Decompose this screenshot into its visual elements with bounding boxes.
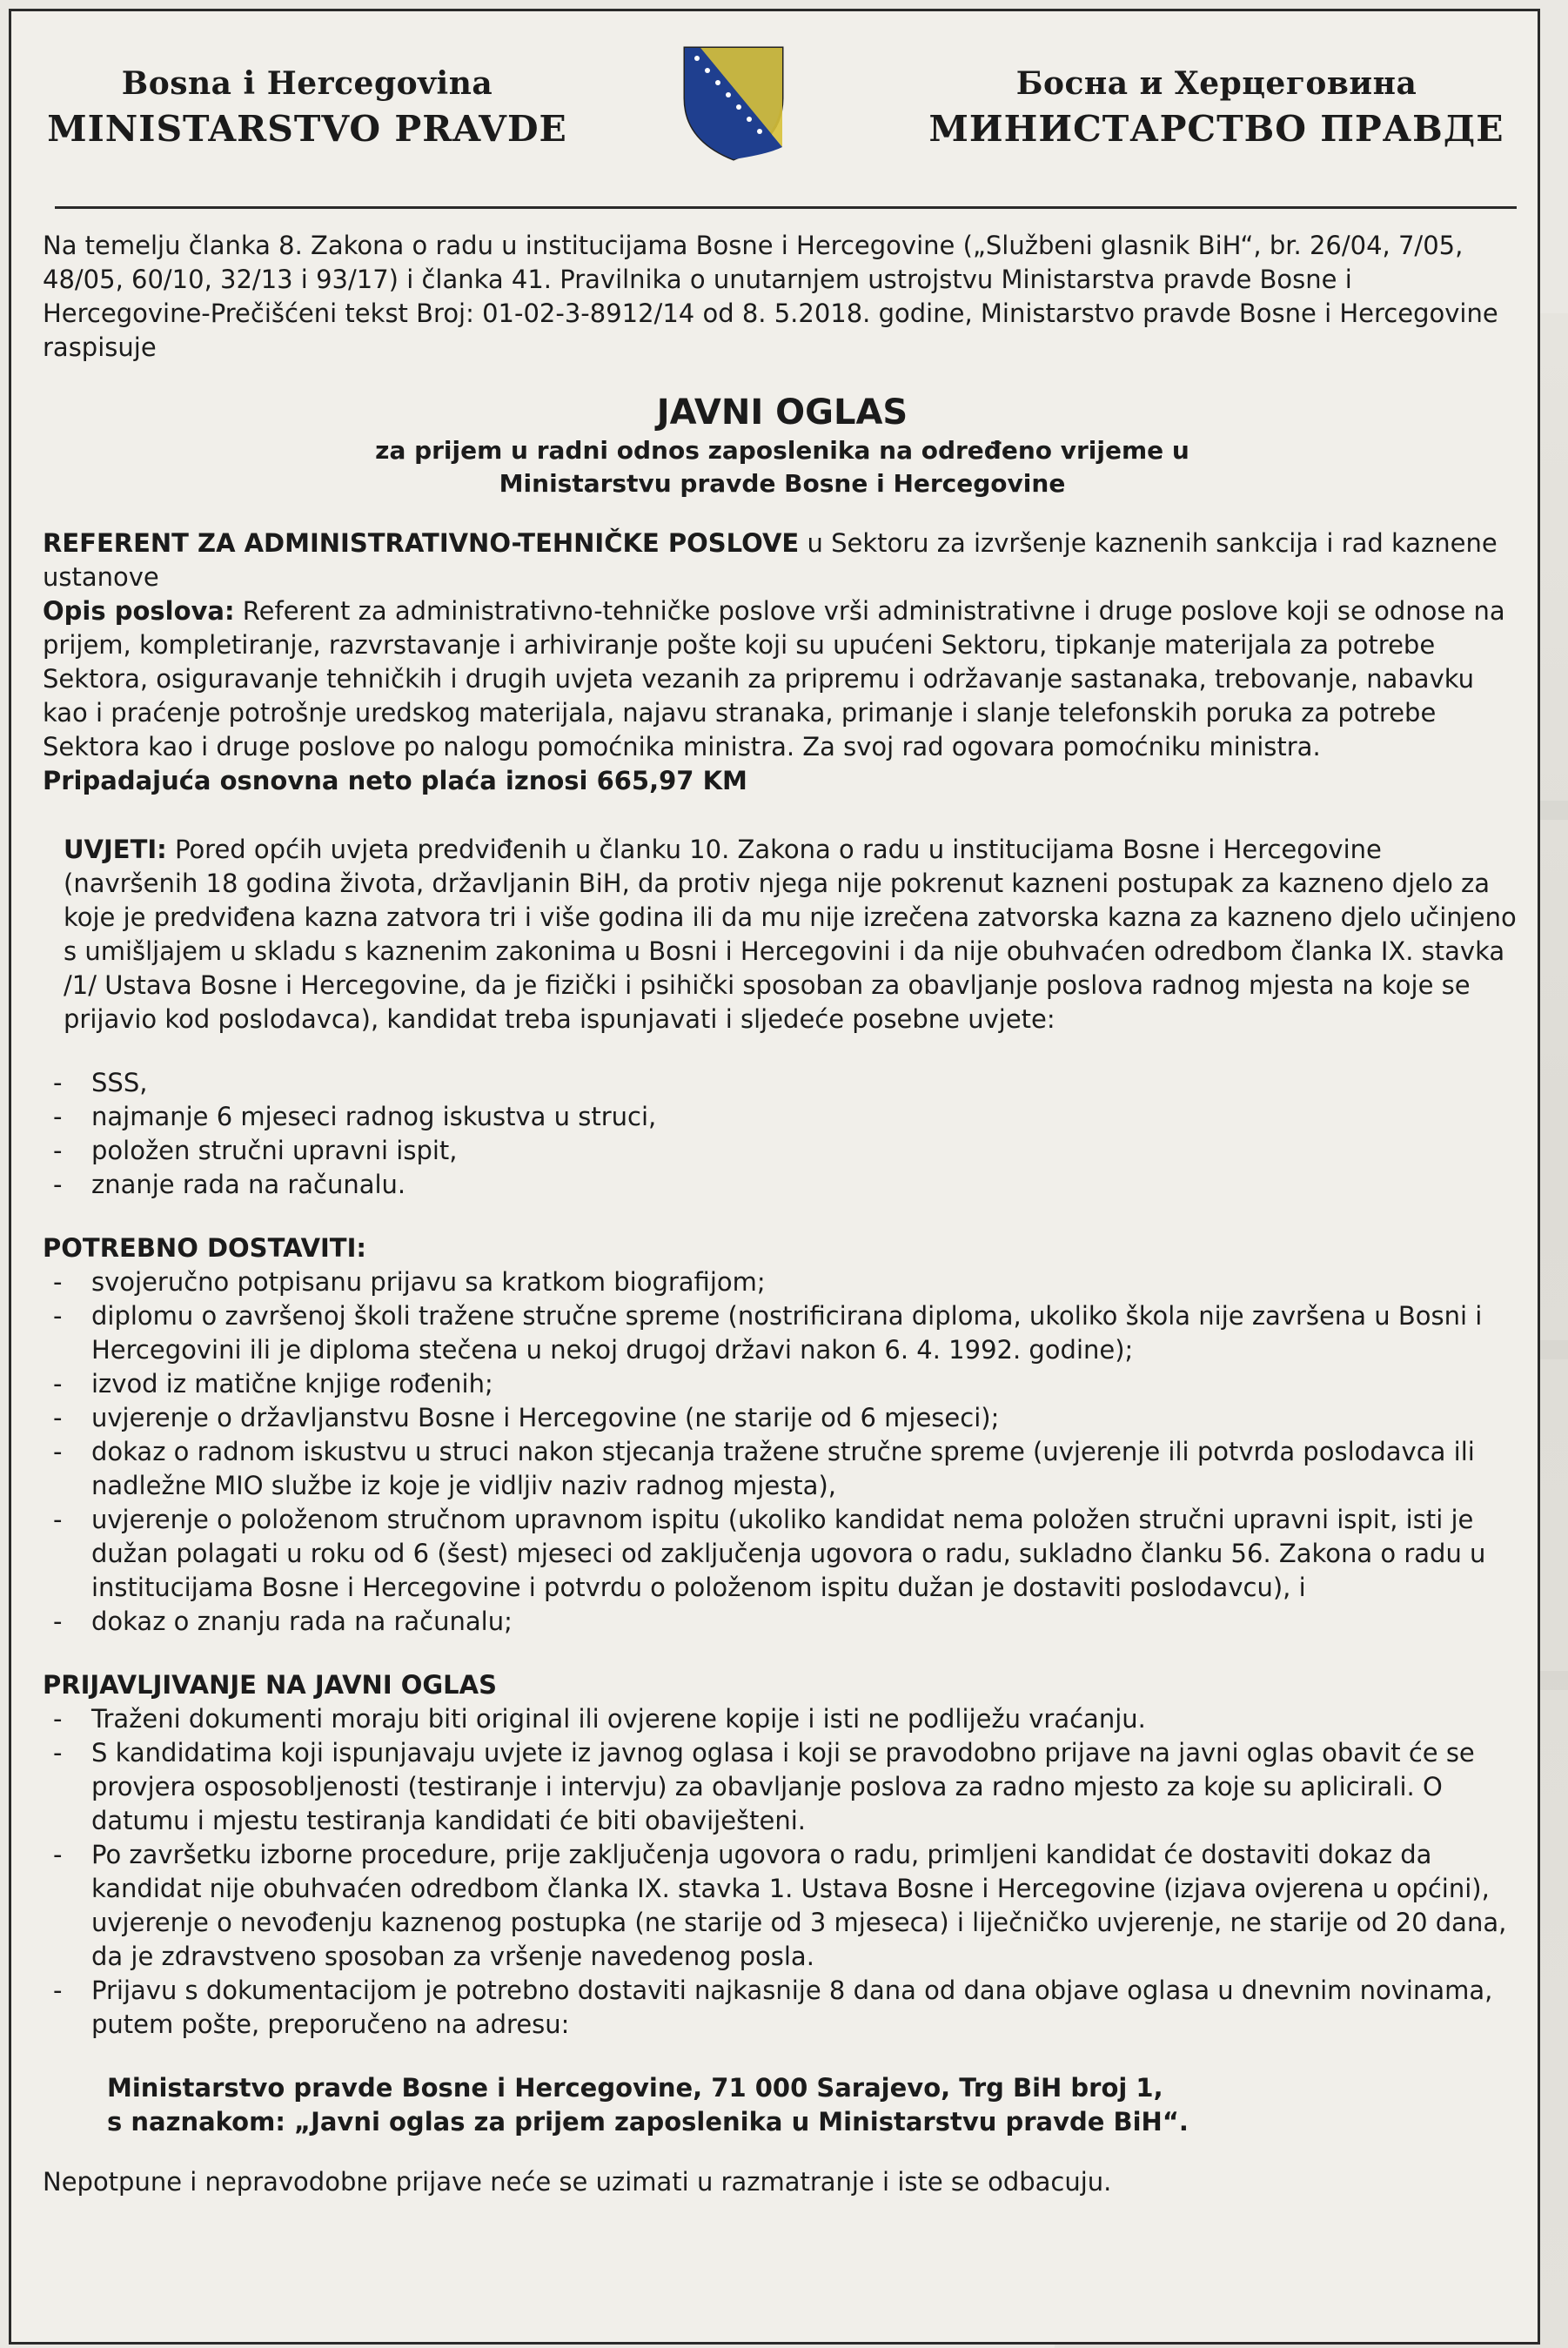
country-name-latin: Bosna i Hercegovina: [121, 65, 493, 102]
list-item: - svojeručno potpisanu prijavu sa kratkom biografijom;: [43, 1265, 1522, 1299]
job-notice: [9, 9, 1540, 2345]
list-item: - najmanje 6 mjeseci radnog iskustva u struci,: [43, 1100, 1522, 1134]
list-item: - uvjerenje o državljanstvu Bosne i Hercegovine (ne starije od 6 mjeseci);: [43, 1401, 1522, 1435]
intro-paragraph: Na temelju članka 8. Zakona o radu u institucijama Bosne i Hercegovine („Službeni glasnik BiH“, br. 26/04, 7/05, 48/05, 60/10, 32/13 i 93/17) i članka 41. Pravilnika o unutarnjem ustrojstvu Ministarstva pravde Bosne i Hercegovine-Prečišćeni tekst Broj: 01-02-3-8912/14 od 8. 5.2018. godine, Ministarstvo pravde Bosne i Hercegovine raspisuje: [43, 231, 1498, 362]
list-item: - diplomu o završenoj školi tražene stručne spreme (nostrificirana diploma, ukoliko škola nije završena u Bosni i Hercegovini ili je diploma stečena u nekoj drugoj državi nakon 6. 4. 1992. godine);: [43, 1299, 1522, 1367]
list-item: - dokaz o radnom iskustvu u struci nakon stjecanja tražene stručne spreme (uvjerenje ili potvrda poslodavca ili nadležne MIO službe iz koje je vidljiv naziv radnog mjesta),: [43, 1435, 1522, 1503]
notice-body: [43, 229, 1522, 2199]
requirements-paragraph: [43, 833, 1522, 1036]
envelope-marking: s naznakom: „Javni oglas za prijem zaposlenika u Ministarstvu pravde BiH“.: [107, 2107, 1189, 2137]
application-list: [43, 1702, 1522, 2042]
position-department: u Sektoru za izvršenje kaznenih sankcija i rad kaznene ustanove: [43, 528, 1498, 592]
position-name: REFERENT ZA ADMINISTRATIVNO-TEHNIČKE POSLOVE: [43, 528, 800, 558]
requirements-text: Pored općih uvjeta predviđenih u članku 10. Zakona o radu u institucijama Bosne i Hercegovine (navršenih 18 godina života, državljanin BiH, da protiv njega nije pokrenut kazneni postupak za kazneno djelo za koje je predviđena kazna zatvora tri i više godina ili da mu nije izrečena zatvorska kazna za kazneno djelo učinjeno s umišljajem u skladu s kaznenim zakonima u Bosni i Hercegovini i da nije obuhvaćen odredbom članka IX. stavka /1/ Ustava Bosne i Hercegovine, da je fizički i psihički sposoban za obavljanje poslova radnog mjesta na koje se prijavio kod poslodavca), kandidat treba ispunjavati i sljedeće posebne uvjete:: [64, 835, 1517, 1034]
list-item: - izvod iz matične knjige rođenih;: [43, 1367, 1522, 1401]
list-item: - SSS,: [43, 1066, 1522, 1100]
documents-heading: POTREBNO DOSTAVITI:: [43, 1233, 366, 1263]
job-description-text: Referent za administrativno-tehničke poslove vrši administrativne i druge poslove koji se odnose na prijem, kompletiranje, razvrstavanje i arhiviranje pošte koji su upućeni Sektoru, tipkanje materijala za potrebe Sektora, osiguravanje tehničkih i drugih uvjeta vezanih za pripremu i održavanje sastanaka, trebovanje, nabavku kao i praćenje potrošnje uredskog materijala, najavu stranaka, primanje i slanje telefonskih poruka za potrebe Sektora kao i druge poslove po nalogu pomoćnika ministra. Za svoj rad ogovara pomoćniku ministra.: [43, 596, 1505, 761]
country-name-cyrillic: Босна и Херцеговина: [1015, 65, 1417, 102]
list-item: - znanje rada na računalu.: [43, 1168, 1522, 1202]
salary-line: Pripadajuća osnovna neto plaća iznosi 665,97 KM: [43, 766, 747, 795]
list-item: - Traženi dokumenti moraju biti original ili ovjerene kopije i isti ne podliježu vraćanju.: [43, 1702, 1522, 1736]
header-divider: [55, 206, 1517, 209]
requirements-label: UVJETI:: [64, 835, 167, 864]
ministry-name-cyrillic: МИНИСТАРСТВО ПРАВДЕ: [928, 108, 1504, 150]
list-item: - položen stručni upravni ispit,: [43, 1134, 1522, 1168]
list-item: - Po završetku izborne procedure, prije zaključenja ugovora o radu, primljeni kandidat će dostaviti dokaz da kandidat nije obuhvaćen odredbom članka IX. stavka 1. Ustava Bosne i Hercegovine (izjava ovjerena u općini), uvjerenje o nevođenju kaznenog postupka (ne starije od 3 mjeseca) i liječničko uvjerenje, ne starije od 20 dana, da je zdravstveno sposoban za vršenje navedenog posla.: [43, 1838, 1522, 1974]
job-description: [43, 594, 1522, 764]
job-description-label: Opis poslova:: [43, 596, 235, 626]
list-item: - dokaz o znanju rada na računalu;: [43, 1605, 1522, 1639]
special-requirements-list: [43, 1066, 1522, 1202]
documents-list: [43, 1265, 1522, 1639]
list-item: - uvjerenje o položenom stručnom upravnom ispitu (ukoliko kandidat nema položen stručni upravni ispit, isti je dužan polagati u roku od 6 (šest) mjeseci od zaključenja ugovora o radu, sukladno članku 56. Zakona o radu u institucijama Bosne i Hercegovine i potvrdu o položenom ispitu dužan je dostaviti poslodavcu), i: [43, 1503, 1522, 1605]
notice-subtitle-line2: Ministarstvu pravde Bosne i Hercegovine: [499, 469, 1066, 498]
list-item: - S kandidatima koji ispunjavaju uvjete iz javnog oglasa i koji se pravodobno prijave na javni oglas obavit će se provjera osposobljenosti (testiranje i intervju) za obavljanje poslova za radno mjesto za koje su aplicirali. O datumu i mjestu testiranja kandidati će biti obaviješteni.: [43, 1736, 1522, 1838]
header-latin: [46, 62, 568, 152]
list-item: - Prijavu s dokumentacijom je potrebno dostaviti najkasnije 8 dana od dana objave oglasa u dnevnim novinama, putem pošte, preporučeno na adresu:: [43, 1974, 1522, 2042]
mailing-address: Ministarstvo pravde Bosne i Hercegovine, 71 000 Sarajevo, Trg BiH broj 1,: [107, 2073, 1163, 2103]
ministry-name-latin: MINISTARSTVO PRAVDE: [47, 108, 567, 150]
header-cyrillic: [916, 62, 1517, 152]
coat-of-arms-icon: [681, 44, 786, 163]
notice-subtitle-line1: za prijem u radni odnos zaposlenika na određeno vrijeme u: [375, 436, 1189, 465]
application-heading: PRIJAVLJIVANJE NA JAVNI OGLAS: [43, 1670, 497, 1700]
notice-title: JAVNI OGLAS: [656, 392, 908, 433]
position-paragraph: [43, 527, 1522, 594]
footer-note: Nepotpune i nepravodobne prijave neće se uzimati u razmatranje i iste se odbacuju.: [43, 2167, 1112, 2197]
